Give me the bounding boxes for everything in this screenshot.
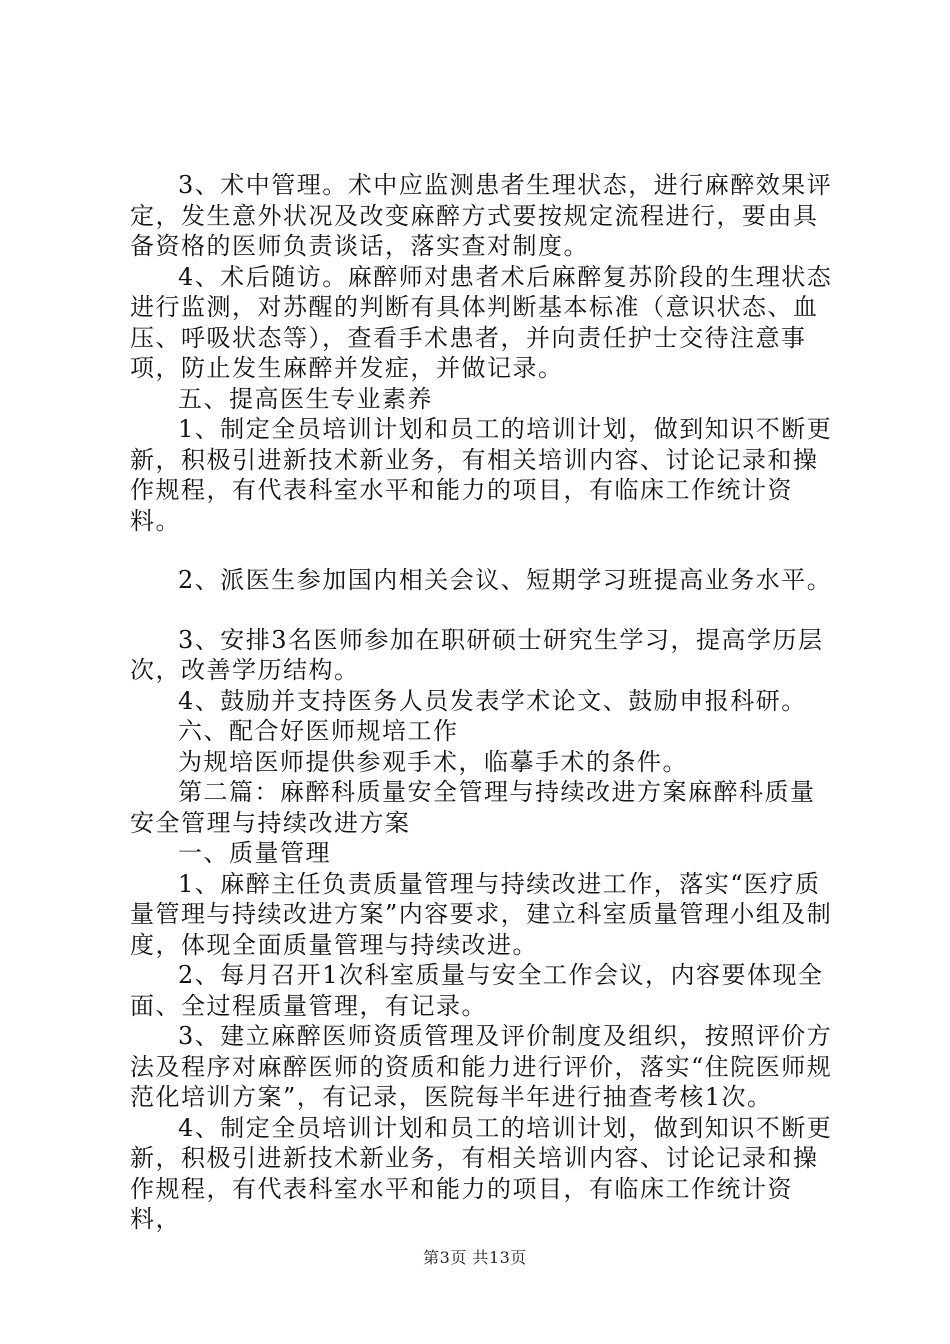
paragraph-graduate-study: 3、安排3名医师参加在职研硕士研究生学习，提高学历层次，改善学历结构。	[130, 625, 824, 684]
paragraph-research: 4、鼓励并支持医务人员发表学术论文、鼓励申报科研。	[178, 686, 807, 715]
section-heading-quality: 一、质量管理	[178, 839, 331, 867]
paragraph-postop-followup: 4、术后随访。麻醉师对患者术后麻醉复苏阶段的生理状态进行监测，对苏醒的判断有具体判断基本标准（意识状态、血压、呼吸状态等），查看手术患者，并向责任护士交待注意事项，防止发生麻醉并发症，并做记录。	[130, 262, 833, 382]
paragraph-intraop-management: 3、术中管理。术中应监测患者生理状态，进行麻醉效果评定，发生意外状况及改变麻醉方式要按规定流程进行，要由具备资格的医师负责谈话，落实查对制度。	[130, 171, 833, 260]
paragraph-training-plan: 1、制定全员培训计划和员工的培训计划，做到知识不断更新，积极引进新技术新业务，有相关培训内容、讨论记录和操作规程，有代表科室水平和能力的项目，有临床工作统计资料。	[130, 415, 833, 535]
spacer	[130, 596, 840, 625]
spacer	[130, 536, 840, 565]
article-title-part-2: 第二篇：麻醉科质量安全管理与持续改进方案麻醉科质量安全管理与持续改进方案	[130, 778, 816, 837]
paragraph-residency-support: 为规培医师提供参观手术，临摹手术的条件。	[178, 747, 688, 776]
document-body	[130, 170, 840, 1235]
paragraph-qualification-evaluation: 3、建立麻醉医师资质管理及评价制度及组织，按照评价方法及程序对麻醉医师的资质和能力进行评价，落实“住院医师规范化培训方案”，有记录，医院每半年进行抽查考核1次。	[130, 1022, 833, 1111]
paragraph-monthly-meeting: 2、每月召开1次科室质量与安全工作会议，内容要体现全面、全过程质量管理，有记录。	[130, 961, 824, 1020]
page-number-footer: 第3页 共13页	[423, 1248, 527, 1267]
paragraph-director-responsibility: 1、麻醉主任负责质量管理与持续改进工作，落实“医疗质量管理与持续改进方案”内容要求，建立科室质量管理小组及制度，体现全面质量管理与持续改进。	[130, 869, 833, 959]
paragraph-conferences: 2、派医生参加国内相关会议、短期学习班提高业务水平。	[178, 566, 833, 594]
section-heading-6: 六、配合好医师规培工作	[178, 717, 459, 745]
section-heading-5: 五、提高医生专业素养	[178, 384, 433, 413]
paragraph-training-plan-2: 4、制定全员培训计划和员工的培训计划，做到知识不断更新，积极引进新技术新业务，有相关培训内容、讨论记录和操作规程，有代表科室水平和能力的项目，有临床工作统计资料，	[130, 1113, 833, 1233]
